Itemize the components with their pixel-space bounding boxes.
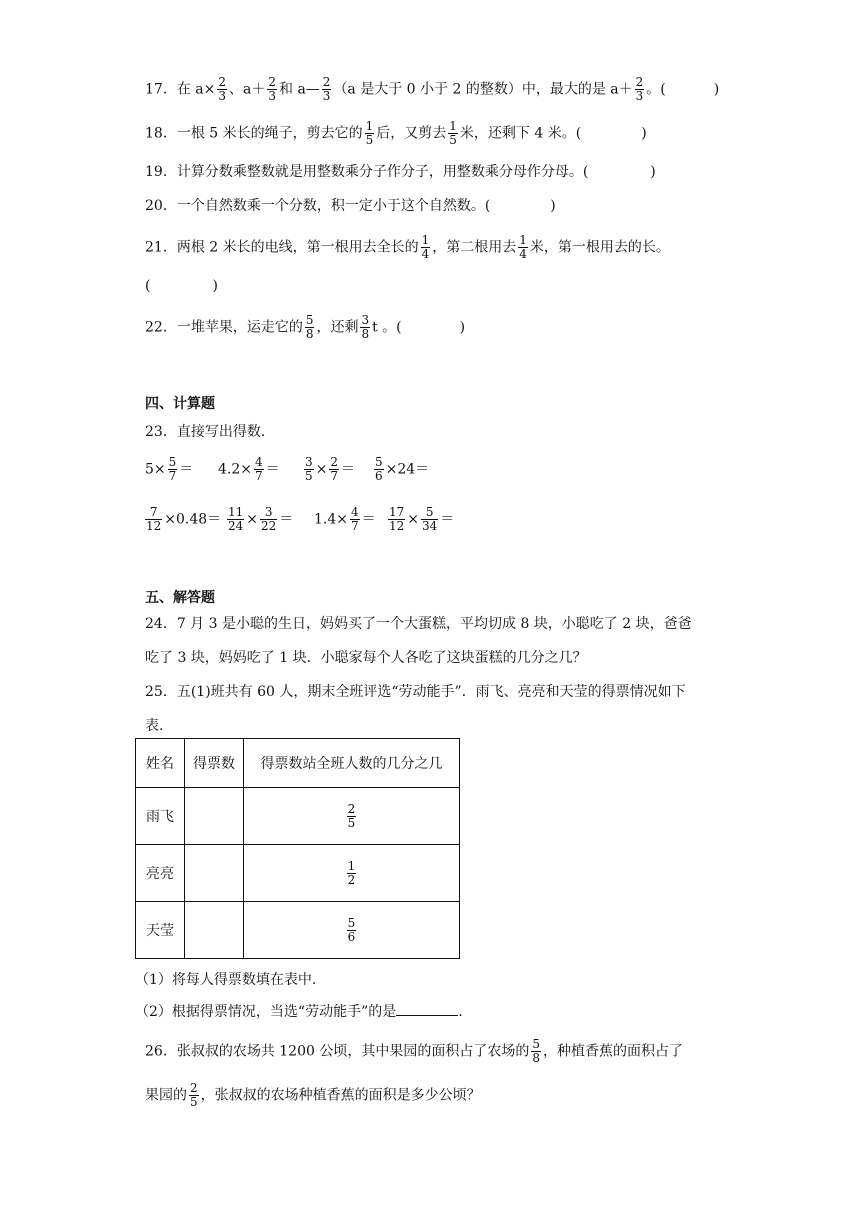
table-row	[136, 845, 460, 902]
question-22: 22．一堆苹果，运走它的 $\frac{5}{8}$ ，还剩 $\frac{3}{8}$ t 。( )	[145, 313, 466, 341]
question-19: 19．计算分数乘整数就是用整数乘分子作分子，用整数乘分母作分母。( )	[145, 164, 656, 180]
calc-item: $\frac{3}{5}$ × $\frac{2}{7}$ ＝	[305, 455, 356, 483]
table-row	[136, 902, 460, 959]
question-24-cont: 吃了 3 块，妈妈吃了 1 块．小聪家每个人各吃了这块蛋糕的几分之几？	[145, 650, 587, 666]
fraction: $\frac{2}{3}$	[322, 75, 331, 103]
answer-blank[interactable]	[396, 1003, 458, 1016]
header-fraction: 得票数站全班人数的几分之几	[244, 739, 460, 788]
fraction: $\frac{1}{4}$	[421, 233, 430, 261]
votes-cell[interactable]	[185, 788, 244, 845]
name-cell: 雨飞	[136, 788, 185, 845]
fraction: $\frac{1}{5}$	[365, 119, 374, 147]
question-26: 26．张叔叔的农场共 1200 公顷，其中果园的面积占了农场的 $\frac{5}{8}$ ，种植香蕉的面积占了	[145, 1037, 683, 1065]
calc-item: $\frac{5}{6}$ ×24＝	[375, 455, 430, 483]
calc-item: 4.2× $\frac{4}{7}$ ＝	[218, 455, 280, 483]
fraction: $\frac{5}{8}$	[532, 1037, 540, 1065]
fraction: $\frac{3}{8}$	[361, 313, 370, 341]
section-title-word-problems: 五、解答题	[145, 590, 215, 606]
question-20: 20．一个自然数乘一个分数，积一定小于这个自然数。( )	[145, 198, 556, 214]
question-25: 25．五(1)班共有 60 人，期末全班评选“劳动能手”．雨飞、亮亮和天莹的得票情况如下	[145, 684, 686, 700]
question-26-cont: 果园的 $\frac{2}{5}$ ，张叔叔的农场种植香蕉的面积是多少公顷？	[145, 1081, 481, 1109]
question-24: 24．7 月 3 是小聪的生日，妈妈买了一个大蛋糕，平均切成 8 块，小聪吃了 2 块，爸爸	[145, 616, 692, 632]
question-18: 18．一根 5 米长的绳子，剪去它的 $\frac{1}{5}$ 后，又剪去 $\frac{1}{5}$ 米，还剩下 4 米。( )	[145, 119, 647, 147]
fraction-cell: $\frac{5}{6}$	[244, 902, 460, 959]
calc-item: $\frac{7}{12}$ ×0.48＝	[146, 505, 222, 533]
calc-item: $\frac{11}{24}$ × $\frac{3}{22}$ ＝	[228, 505, 294, 533]
question-25-cont: 表.	[145, 718, 164, 734]
question-23: 23．直接写出得数.	[145, 424, 266, 440]
name-cell: 天莹	[136, 902, 185, 959]
fraction-cell: $\frac{2}{5}$	[244, 788, 460, 845]
header-votes: 得票数	[185, 739, 244, 788]
name-cell: 亮亮	[136, 845, 185, 902]
question-21-paren: ( )	[145, 278, 218, 294]
votes-cell[interactable]	[185, 845, 244, 902]
calc-item: 1.4× $\frac{4}{7}$ ＝	[314, 505, 376, 533]
table-header-row	[136, 739, 460, 788]
fraction: $\frac{2}{3}$	[635, 75, 644, 103]
fraction: $\frac{1}{4}$	[519, 233, 527, 261]
fraction-cell: $\frac{1}{2}$	[244, 845, 460, 902]
vote-table	[135, 738, 460, 959]
section-title-calculation: 四、计算题	[145, 396, 215, 412]
question-25-sub1: （1）将每人得票数填在表中.	[135, 972, 317, 988]
calc-item: $\frac{17}{12}$ × $\frac{5}{34}$ ＝	[389, 505, 455, 533]
calc-item: 5× $\frac{5}{7}$ ＝	[145, 455, 194, 483]
fraction: $\frac{2}{5}$	[190, 1081, 198, 1109]
question-21: 21．两根 2 米长的电线，第一根用去全长的 $\frac{1}{4}$ ，第二根用去 $\frac{1}{4}$ 米，第一根用去的长。	[145, 233, 670, 261]
fraction: $\frac{2}{3}$	[268, 75, 276, 103]
question-25-sub2: （2）根据得票情况，当选“劳动能手”的是 .	[135, 1004, 463, 1020]
fraction: $\frac{1}{5}$	[449, 119, 457, 147]
votes-cell[interactable]	[185, 902, 244, 959]
fraction: $\frac{2}{3}$	[218, 75, 226, 103]
table-row	[136, 788, 460, 845]
question-17: 17．在 a× $\frac{2}{3}$ 、a＋ $\frac{2}{3}$ 和 a— $\frac{2}{3}$ （a 是大于 0 小于 2 的整数）中，最大的是 a＋ $\frac{2}{3}$ 。( )	[145, 75, 720, 103]
header-name: 姓名	[136, 739, 185, 788]
fraction: $\frac{5}{8}$	[305, 313, 314, 341]
